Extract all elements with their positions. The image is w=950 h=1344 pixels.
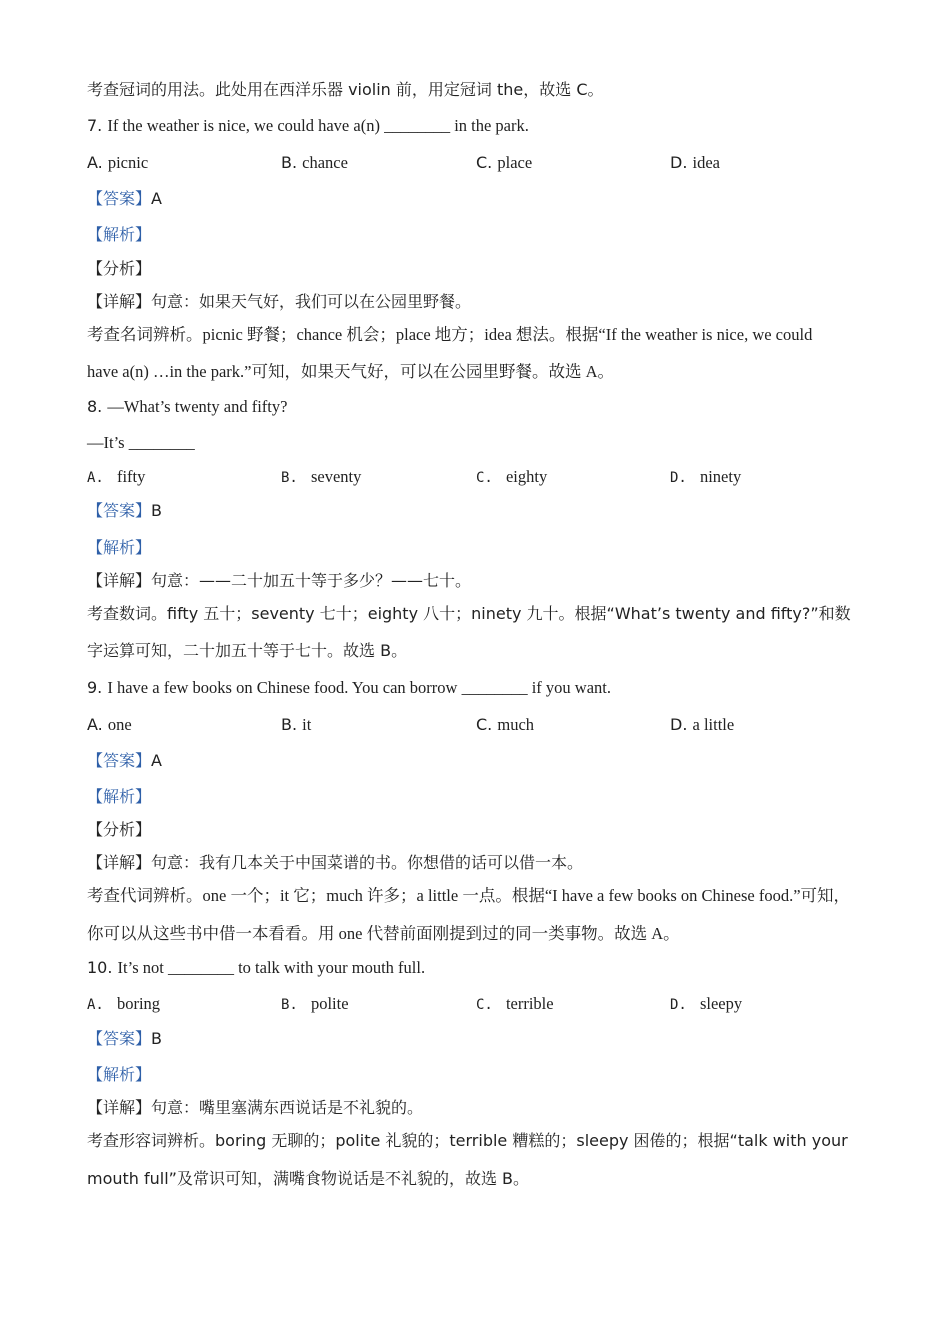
option-label: C. [476, 470, 493, 486]
q10-explanation-line-2: mouth full”及常识可知，满嘴食物说话是不礼貌的，故选 B。 [87, 1169, 530, 1188]
q7-answer [87, 191, 162, 207]
question-8 [87, 399, 287, 416]
question-stem: —What’s twenty and fifty? [107, 397, 288, 416]
q10-explanation-line-1: 考查形容词辨析。boring 无聊的；polite 礼貌的；terrible 糟糕的；sleepy 困倦的；根据“talk with your [87, 1131, 848, 1150]
option-label: D. [670, 153, 688, 172]
q9-option-b [281, 717, 311, 734]
q9-option-a [87, 717, 132, 734]
q9-explanation-line-2: 你可以从这些书中借一本看看。用 one 代替前面刚提到过的同一类事物。故选 A。 [87, 924, 680, 943]
question-number: 10. [87, 958, 113, 977]
option-label: B. [281, 153, 298, 172]
question-number: 8. [87, 397, 103, 416]
q10-option-d [670, 996, 742, 1013]
option-label: B. [281, 470, 298, 486]
q7-option-a [87, 155, 148, 172]
q7-analysis-tag: 【解析】 [87, 225, 152, 244]
option-text: boring [116, 994, 161, 1013]
q8-option-d [670, 469, 741, 486]
q7-explanation-line-2: have a(n) …in the park.”可知，如果天气好，可以在公园里野餐。故选 A。 [87, 362, 615, 381]
answer-tag: 【答案】 [87, 751, 152, 770]
question-10 [87, 960, 425, 977]
q7-fenxi-tag: 【分析】 [87, 259, 152, 278]
answer-tag: 【答案】 [87, 189, 152, 208]
question-number: 9. [87, 678, 103, 697]
q8-analysis-tag: 【解析】 [87, 538, 152, 557]
option-text: terrible [505, 994, 554, 1013]
question-stem: If the weather is nice, we could have a(n) ________ in the park. [107, 116, 529, 135]
question-7 [87, 118, 529, 135]
q10-analysis-tag: 【解析】 [87, 1065, 152, 1084]
q10-option-c [476, 996, 554, 1013]
intro-explanation: 考查冠词的用法。此处用在西洋乐器 violin 前，用定冠词 the，故选 C。 [87, 80, 604, 99]
q7-option-d [670, 155, 720, 172]
q8-answer [87, 503, 162, 519]
q8-explanation-line-1: 考查数词。fifty 五十；seventy 七十；eighty 八十；ninety 九十。根据“What’s twenty and fifty?”和数 [87, 604, 851, 623]
answer-tag: 【答案】 [87, 501, 152, 520]
q8-explanation-line-2: 字运算可知，二十加五十等于七十。故选 B。 [87, 641, 408, 660]
question-number: 7. [87, 116, 103, 135]
option-text: seventy [310, 467, 362, 486]
option-text: sleepy [699, 994, 743, 1013]
option-label: A. [87, 470, 104, 486]
q8-option-a [87, 469, 145, 486]
q7-explanation-line-1: 考查名词辨析。picnic 野餐；chance 机会；place 地方；idea 想法。根据“If the weather is nice, we could [87, 325, 813, 344]
option-label: A. [87, 997, 104, 1013]
q9-analysis-tag: 【解析】 [87, 787, 152, 806]
option-text: chance [302, 153, 348, 172]
q9-explanation-line-1: 考查代词辨析。one 一个；it 它；much 许多；a little 一点。根据“I have a few books on Chinese food.”可知， [87, 886, 851, 905]
answer-value: A [151, 751, 162, 770]
option-text: polite [310, 994, 349, 1013]
option-label: C. [476, 153, 493, 172]
q9-answer [87, 753, 162, 769]
option-text: it [302, 715, 312, 734]
option-label: D. [670, 997, 687, 1013]
q7-option-b [281, 155, 348, 172]
q10-option-b [281, 996, 349, 1013]
q9-fenxi-tag: 【分析】 [87, 820, 152, 839]
q8-detail: 【详解】句意：——二十加五十等于多少？——七十。 [87, 571, 472, 590]
option-text: ninety [699, 467, 742, 486]
option-text: place [497, 153, 533, 172]
q10-detail: 【详解】句意：嘴里塞满东西说话是不礼貌的。 [87, 1098, 424, 1117]
q7-detail: 【详解】句意：如果天气好，我们可以在公园里野餐。 [87, 292, 472, 311]
option-label: B. [281, 715, 298, 734]
q10-answer [87, 1031, 162, 1047]
q10-option-a [87, 996, 160, 1013]
option-text: one [107, 715, 132, 734]
option-text: picnic [107, 153, 149, 172]
option-label: C. [476, 715, 493, 734]
option-label: D. [670, 715, 688, 734]
option-text: eighty [505, 467, 548, 486]
question-8-reply: —It’s ________ [87, 433, 195, 452]
q8-option-c [476, 469, 547, 486]
answer-value: B [151, 1029, 162, 1048]
q9-option-c [476, 717, 534, 734]
option-text: a little [692, 715, 735, 734]
option-label: A. [87, 153, 103, 172]
q8-option-b [281, 469, 361, 486]
option-text: fifty [116, 467, 146, 486]
answer-tag: 【答案】 [87, 1029, 152, 1048]
q9-option-d [670, 717, 734, 734]
question-9 [87, 680, 611, 697]
question-stem: I have a few books on Chinese food. You can borrow ________ if you want. [107, 678, 611, 697]
q9-detail: 【详解】句意：我有几本关于中国菜谱的书。你想借的话可以借一本。 [87, 853, 584, 872]
q7-option-c [476, 155, 532, 172]
option-text: idea [692, 153, 720, 172]
option-label: A. [87, 715, 103, 734]
question-stem: It’s not ________ to talk with your mouth full. [117, 958, 426, 977]
answer-value: B [151, 501, 162, 520]
answer-value: A [151, 189, 162, 208]
option-label: C. [476, 997, 493, 1013]
option-label: B. [281, 997, 298, 1013]
option-text: much [497, 715, 535, 734]
option-label: D. [670, 470, 687, 486]
